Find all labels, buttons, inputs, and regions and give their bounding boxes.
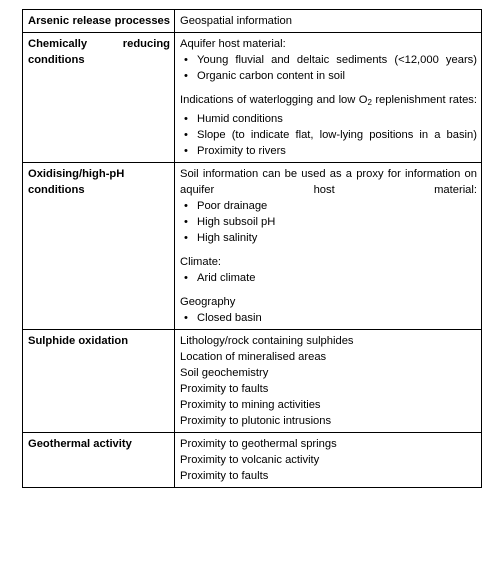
table-row	[23, 163, 482, 330]
table-row	[23, 433, 482, 488]
list-item: • Arid climate	[180, 270, 477, 286]
arsenic-release-table	[22, 9, 482, 488]
bullet-list	[180, 310, 477, 326]
table-row	[23, 330, 482, 433]
process-cell: Chemically reducing conditions	[23, 33, 175, 163]
geospatial-cell	[175, 433, 482, 488]
group-heading: Aquifer host material:	[180, 38, 286, 50]
table-row	[23, 33, 482, 163]
geospatial-cell	[175, 163, 482, 330]
group-heading: Geography	[180, 296, 236, 308]
list-item: Proximity to volcanic activity	[180, 454, 320, 466]
list-item: • Humid conditions	[180, 111, 477, 127]
list-item: Proximity to mining activities	[180, 399, 321, 411]
list-item: Location of mineralised areas	[180, 351, 327, 363]
bullet-list	[180, 198, 477, 246]
process-cell: Geothermal activity	[23, 433, 175, 488]
header-process-cell: Arsenic release processes	[23, 10, 175, 33]
list-item: Proximity to geothermal springs	[180, 438, 337, 450]
list-item: • Proximity to rivers	[180, 143, 477, 159]
list-item: • Organic carbon content in soil	[180, 68, 477, 84]
list-item: • Closed basin	[180, 310, 477, 326]
table-header-row	[23, 10, 482, 33]
group-heading: Indications of waterlogging and low O2 replenishment rates:	[180, 94, 477, 107]
list-item: • Slope (to indicate flat, low-lying positions in a basin)	[180, 127, 477, 143]
bullet-list	[180, 52, 477, 84]
process-cell: Oxidising/high-pH conditions	[23, 163, 175, 330]
list-item: Proximity to faults	[180, 470, 269, 482]
bullet-list	[180, 270, 477, 286]
bullet-list	[180, 111, 477, 159]
list-item: Proximity to plutonic intrusions	[180, 415, 332, 427]
list-item: • Young fluvial and deltaic sediments (<12,000 years)	[180, 52, 477, 68]
list-item: • Poor drainage	[180, 198, 477, 214]
group-heading: Climate:	[180, 256, 222, 268]
list-item: Proximity to faults	[180, 383, 269, 395]
header-geospatial-cell: Geospatial information	[175, 10, 482, 33]
list-item: Lithology/rock containing sulphides	[180, 335, 354, 347]
group-heading: Soil information can be used as a proxy for information on aquifer host material:	[180, 168, 477, 196]
list-item: • High salinity	[180, 230, 477, 246]
list-item: • High subsoil pH	[180, 214, 477, 230]
geospatial-cell	[175, 33, 482, 163]
list-item: Soil geochemistry	[180, 367, 269, 379]
geospatial-cell	[175, 330, 482, 433]
process-cell: Sulphide oxidation	[23, 330, 175, 433]
